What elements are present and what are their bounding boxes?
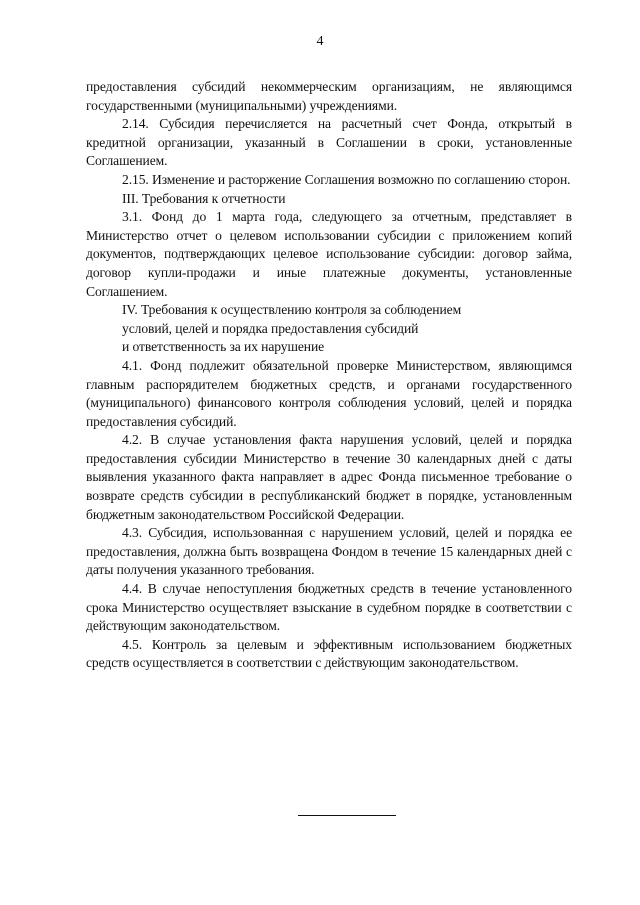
paragraph-2-15: 2.15. Изменение и расторжение Соглашения возможно по соглашению сторон. bbox=[122, 171, 571, 187]
document-body bbox=[86, 78, 572, 673]
paragraph-4-2: 4.2. В случае установления факта нарушения условий, целей и порядка предоставления субсидии Министерство в течение 30 календарных дней с даты выявления указанного факта направляет в адрес Фонда письменное требование о возврате средств субсидии в республиканский бюджет в порядке, установленным бюджетным законодательством Российской Федерации. bbox=[86, 432, 572, 522]
paragraph-2-14: 2.14. Субсидия перечисляется на расчетный счет Фонда, открытый в кредитной организации, указанный в Соглашении в сроки, установленные Соглашением. bbox=[86, 116, 572, 169]
section-4-heading-line: условий, целей и порядка предоставления субсидий bbox=[122, 320, 419, 336]
section-4-heading-line: и ответственность за их нарушение bbox=[122, 339, 325, 355]
paragraph-continuation: предоставления субсидий некоммерческим организациям, не являющимся государственными (муниципальными) учреждениями. bbox=[86, 79, 572, 113]
section-4-heading bbox=[86, 301, 572, 357]
paragraph-4-4: 4.4. В случае непоступления бюджетных средств в течение установленного срока Министерство осуществляет взыскание в судебном порядке в соответствии с действующим законодательством. bbox=[86, 581, 572, 634]
end-of-document-rule bbox=[298, 815, 396, 816]
paragraph-4-5: 4.5. Контроль за целевым и эффективным использованием бюджетных средств осуществляется в соответствии с действующим законодательством. bbox=[86, 636, 572, 671]
paragraph-3-1: 3.1. Фонд до 1 марта года, следующего за отчетным, представляет в Министерство отчет о целевом использовании субсидии с приложением копий документов, подтверждающих целевое использование субсидии: договор займа, договор купли-продажи и иные платежные документы, установленные Соглашением. bbox=[86, 209, 572, 299]
section-4-heading-line: IV. Требования к осуществлению контроля за соблюдением bbox=[122, 302, 462, 318]
paragraph-4-3: 4.3. Субсидия, использованная с нарушением условий, целей и порядка ее предоставления, должна быть возвращена Фондом в течение 15 календарных дней с даты получения указанного требования. bbox=[86, 525, 572, 578]
section-3-heading: III. Требования к отчетности bbox=[122, 190, 286, 206]
page-number: 4 bbox=[316, 34, 324, 49]
paragraph-4-1: 4.1. Фонд подлежит обязательной проверке Министерством, являющимся главным распорядителем бюджетных средств, и органами государственного (муниципального) финансового контроля соблюдения условий, целей и порядка предоставления субсидий. bbox=[86, 357, 572, 429]
